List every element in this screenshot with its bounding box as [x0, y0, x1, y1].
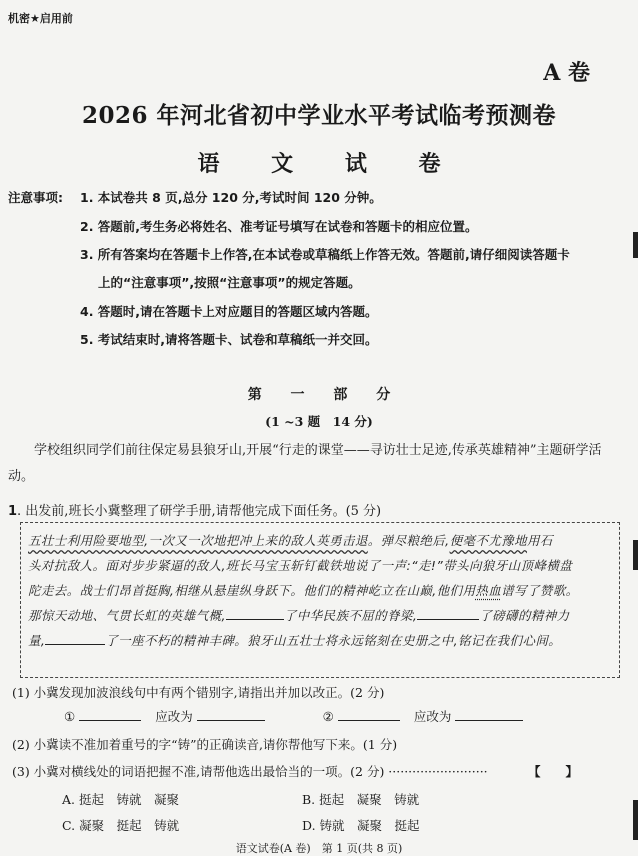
scan-edge-mark: [633, 800, 638, 840]
sub-question-1: (1) 小冀发现加波浪线句中有两个错别字,请指出并加以改正。(2 分): [12, 685, 385, 700]
correct-to-label-1: 应改为: [155, 709, 193, 724]
note-item-4: 4. 答题时,请在答题卡上对应题目的答题区域内答题。: [80, 304, 378, 319]
fill-blank-1[interactable]: [226, 607, 284, 620]
paper-version-label: A 卷: [543, 60, 590, 86]
page-footer: 语文试卷(A 卷) 第 1 页(共 8 页): [235, 842, 403, 855]
note-item-2: 2. 答题前,考生务必将姓名、准考证号填写在试卷和答题卡的相应位置。: [80, 219, 478, 234]
answer-bracket[interactable]: 【 】: [528, 764, 579, 779]
passage-text: 了中华民族不屈的脊梁,: [283, 608, 418, 623]
scan-edge-mark: [633, 232, 638, 258]
section-intro: 学校组织同学们前往保定易县狼牙山,开展“行走的课堂——寻访壮士足迹,传承英雄精神”主题研学活动。: [8, 443, 602, 484]
answer-row-1: [64, 707, 523, 725]
passage-line-4: [28, 603, 614, 628]
emphasis-dotted-word: 热血: [475, 583, 502, 598]
passage-line-1: [28, 528, 614, 553]
correct-to-label-2: 应改为: [413, 709, 452, 724]
note-item-3-cont: 上的“注意事项”,按照“注意事项”的规定答题。: [98, 275, 361, 290]
passage-text: 谱写了赞歌。: [501, 583, 579, 598]
passage-text: 陀走去。战士们昂首挺胸,相继从悬崖纵身跃下。他们的精神屹立在山巅,他们用: [28, 583, 476, 598]
answer-marker-2: ②: [322, 709, 334, 724]
question-1-prompt: [8, 500, 381, 519]
answer-marker-1: ①: [64, 709, 76, 724]
passage-text: 量,: [28, 633, 46, 648]
note-item-5: 5. 考试结束时,请将答题卡、试卷和草稿纸一并交回。: [80, 332, 378, 347]
passage-text: 了磅礴的精神力: [479, 608, 570, 623]
scan-edge-mark: [633, 540, 638, 570]
sub-question-2: (2) 小冀读不准加着重号的字“铸”的正确读音,请你帮他写下来。(1 分): [12, 737, 398, 752]
option-c[interactable]: C. 凝聚 挺起 铸就: [62, 818, 180, 833]
sub-question-3: (3) 小冀对横线处的词语把握不准,请帮他选出最恰当的一项。(2 分) ·························: [12, 764, 488, 779]
option-b[interactable]: B. 挺起 凝聚 铸就: [302, 792, 420, 807]
note-item-3: 3. 所有答案均在答题卡上作答,在本试卷或草稿纸上作答无效。答题前,请仔细阅读答题卡: [80, 247, 570, 262]
passage-line-5: [28, 628, 614, 653]
question-1-text: . 出发前,班长小冀整理了研学手册,请帮他完成下面任务。(5 分): [17, 504, 382, 519]
fill-blank-2[interactable]: [417, 607, 479, 620]
passage-text: 了一座不朽的精神丰碑。狼牙山五壮士将永远铭刻在史册之中,铭记在我们心间。: [105, 633, 562, 648]
wavy-underlined-sentence: 五壮士利用险要地型,一次又一次地把冲上来的敌人英勇击退: [28, 533, 368, 548]
passage-text: 那惊天动地、气贯长虹的英雄气概,: [28, 608, 226, 623]
fill-blank-3[interactable]: [45, 632, 105, 645]
subject-title: 语 文 试 卷: [197, 151, 463, 177]
handwritten-passage: [28, 528, 614, 653]
note-item-1: 1. 本试卷共 8 页,总分 120 分,考试时间 120 分钟。: [80, 190, 382, 205]
notes-heading: 注意事项:: [8, 190, 63, 205]
wavy-underlined-phrase: 便毫不尤豫地: [449, 533, 527, 548]
exam-title: 2026 年河北省初中学业水平考试临考预测卷: [81, 102, 557, 129]
wrong-char-2-input[interactable]: [338, 708, 400, 721]
correct-char-2-input[interactable]: [455, 708, 523, 721]
wrong-char-1-input[interactable]: [79, 708, 141, 721]
passage-text: 用石: [526, 533, 553, 548]
passage-line-2: 头对抗敌人。面对步步紧逼的敌人,班长马宝玉斩钉截铁地说了一声:“走!”带头向狼牙山顶峰横盘: [28, 558, 573, 573]
section-title: 第 一 部 分: [247, 387, 403, 403]
passage-text: 。弹尽粮绝后,: [367, 533, 450, 548]
question-number: 1: [8, 504, 18, 519]
section-range: (1 ~3 题 14 分): [265, 414, 373, 429]
option-a[interactable]: A. 挺起 铸就 凝聚: [62, 792, 179, 807]
option-d[interactable]: D. 铸就 凝聚 挺起: [302, 818, 420, 833]
confidential-label: 机密★启用前: [8, 12, 73, 25]
correct-char-1-input[interactable]: [197, 708, 265, 721]
passage-line-3: [28, 578, 614, 603]
